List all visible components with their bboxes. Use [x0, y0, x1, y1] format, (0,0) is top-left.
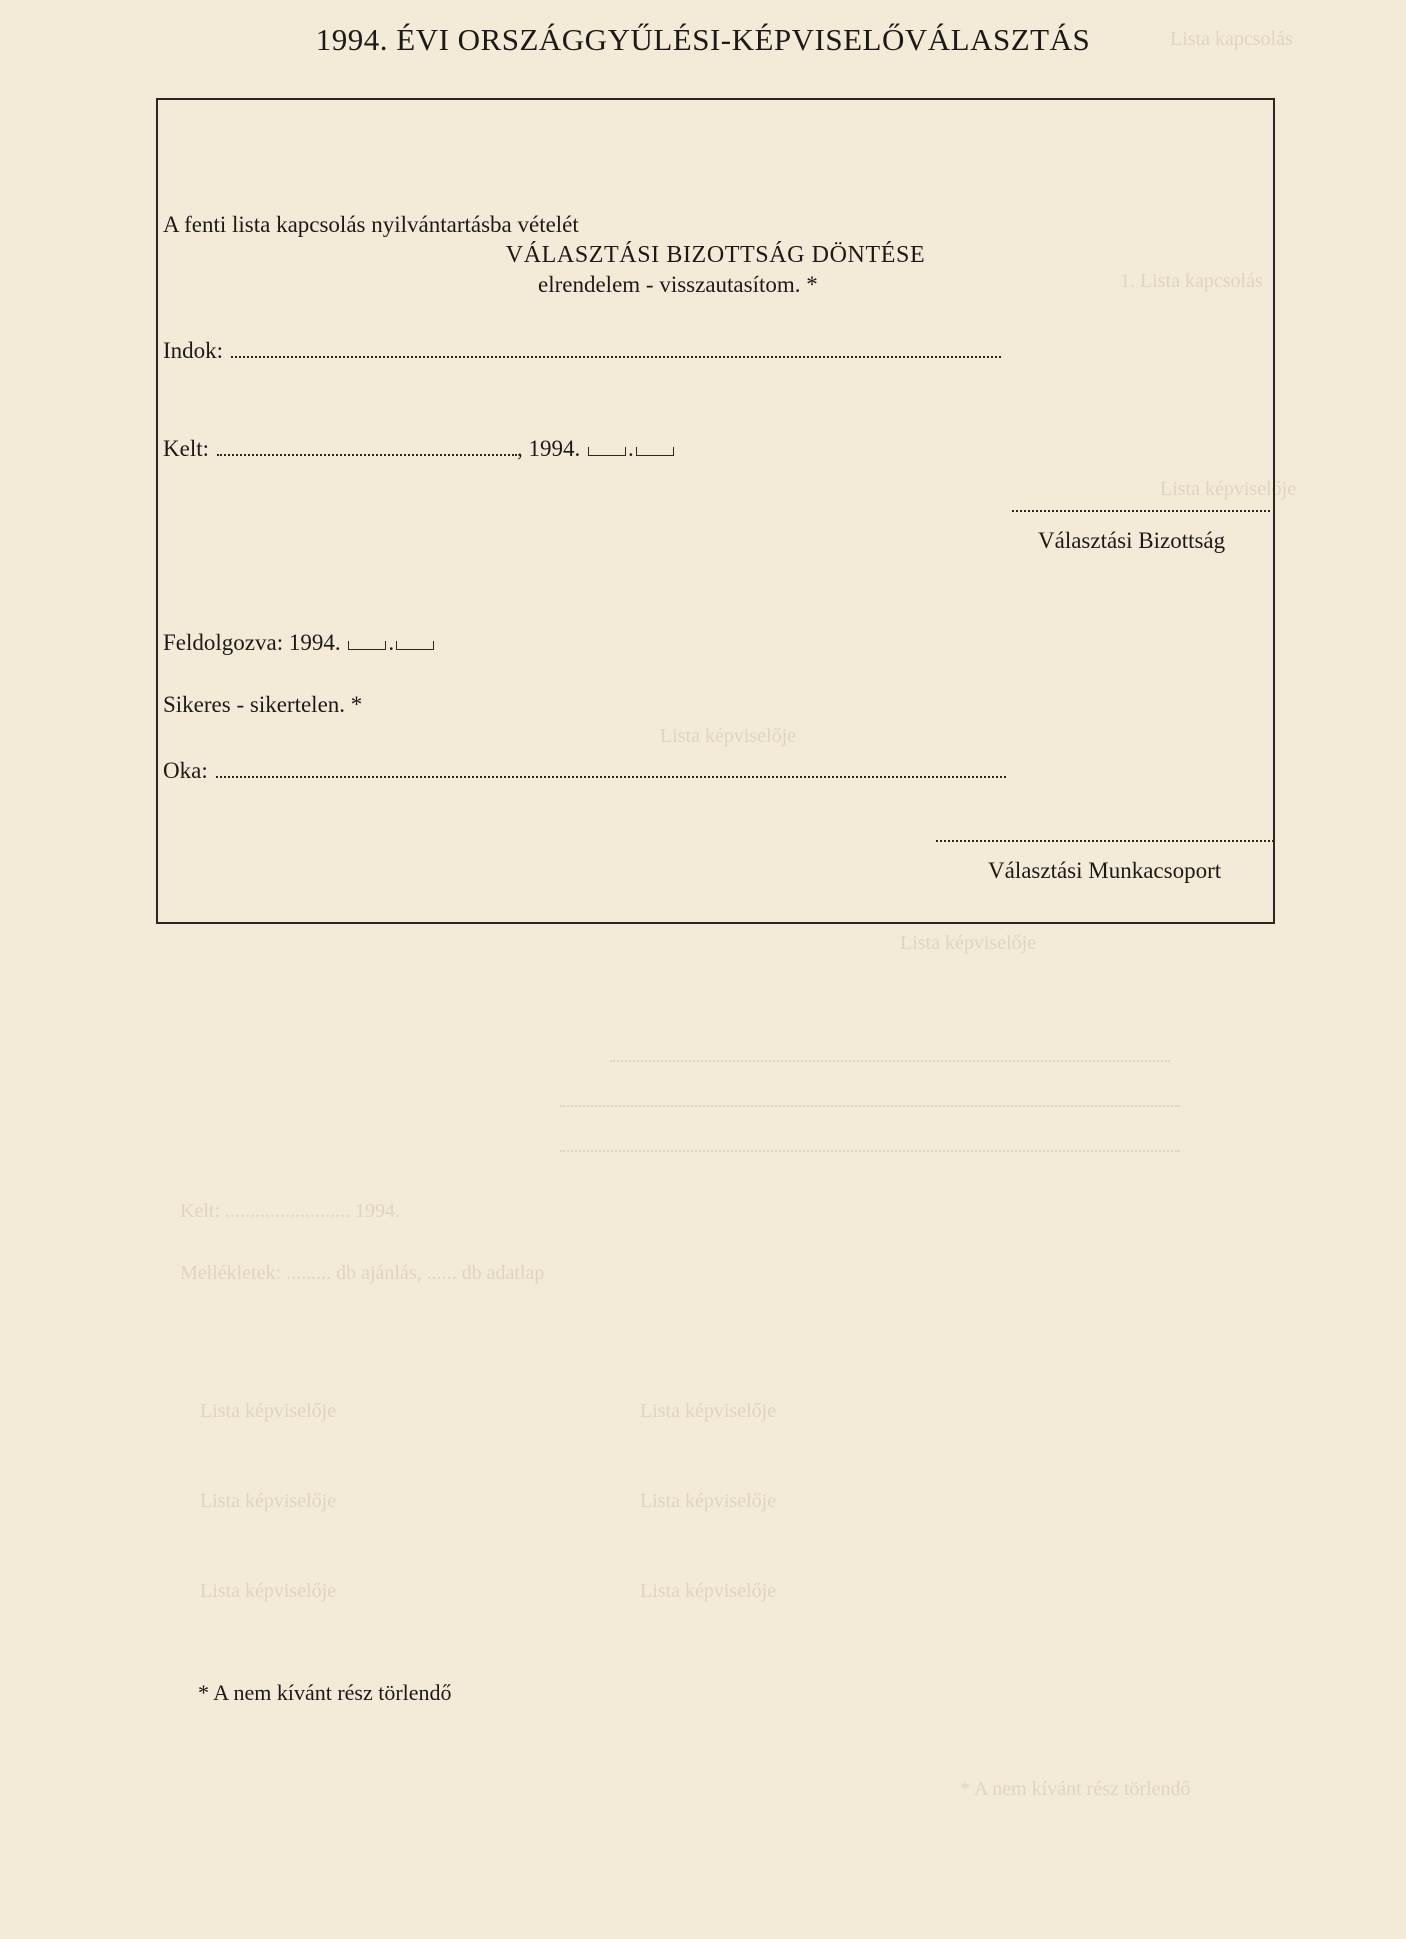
date-year: , 1994. [517, 436, 581, 461]
committee-signature-label: Választási Bizottság [1038, 528, 1226, 553]
reason-dotted-line [231, 355, 1001, 358]
month-digit-box[interactable] [588, 447, 626, 456]
reason-label: Indok: [163, 338, 224, 363]
processed-day-box[interactable] [396, 641, 434, 650]
section-title: VÁLASZTÁSI BIZOTTSÁG DÖNTÉSE [505, 242, 926, 268]
workgroup-signature-label: Választási Munkacsoport [988, 858, 1222, 883]
day-digit-box[interactable] [636, 447, 674, 456]
cause-dotted-line [216, 775, 1006, 778]
decision-form-box [156, 98, 1275, 924]
reason-field[interactable] [163, 338, 1001, 364]
processed-month-box[interactable] [348, 641, 386, 650]
cause-field[interactable] [163, 758, 1006, 784]
date-field[interactable]: Kelt: , 1994. . [163, 436, 676, 462]
page-title: 1994. ÉVI ORSZÁGGYŰLÉSI-KÉPVISELŐVÁLASZTÁS [315, 22, 1091, 57]
cause-label: Oka: [163, 758, 208, 783]
result-options[interactable]: Sikeres - sikertelen. * [163, 692, 363, 717]
processed-field[interactable]: Feldolgozva: 1994. . [163, 630, 436, 656]
date-place-dotted-line [217, 453, 517, 456]
decision-options[interactable]: elrendelem - visszautasítom. * [538, 272, 818, 297]
statement-text: A fenti lista kapcsolás nyilvántartásba vételét [163, 212, 579, 237]
workgroup-signature-line[interactable] [936, 840, 1274, 842]
processed-label: Feldolgozva: 1994. [163, 630, 341, 655]
footnote: * A nem kívánt rész törlendő [198, 1680, 452, 1705]
committee-signature-line[interactable] [1012, 510, 1270, 512]
date-label: Kelt: [163, 436, 209, 461]
